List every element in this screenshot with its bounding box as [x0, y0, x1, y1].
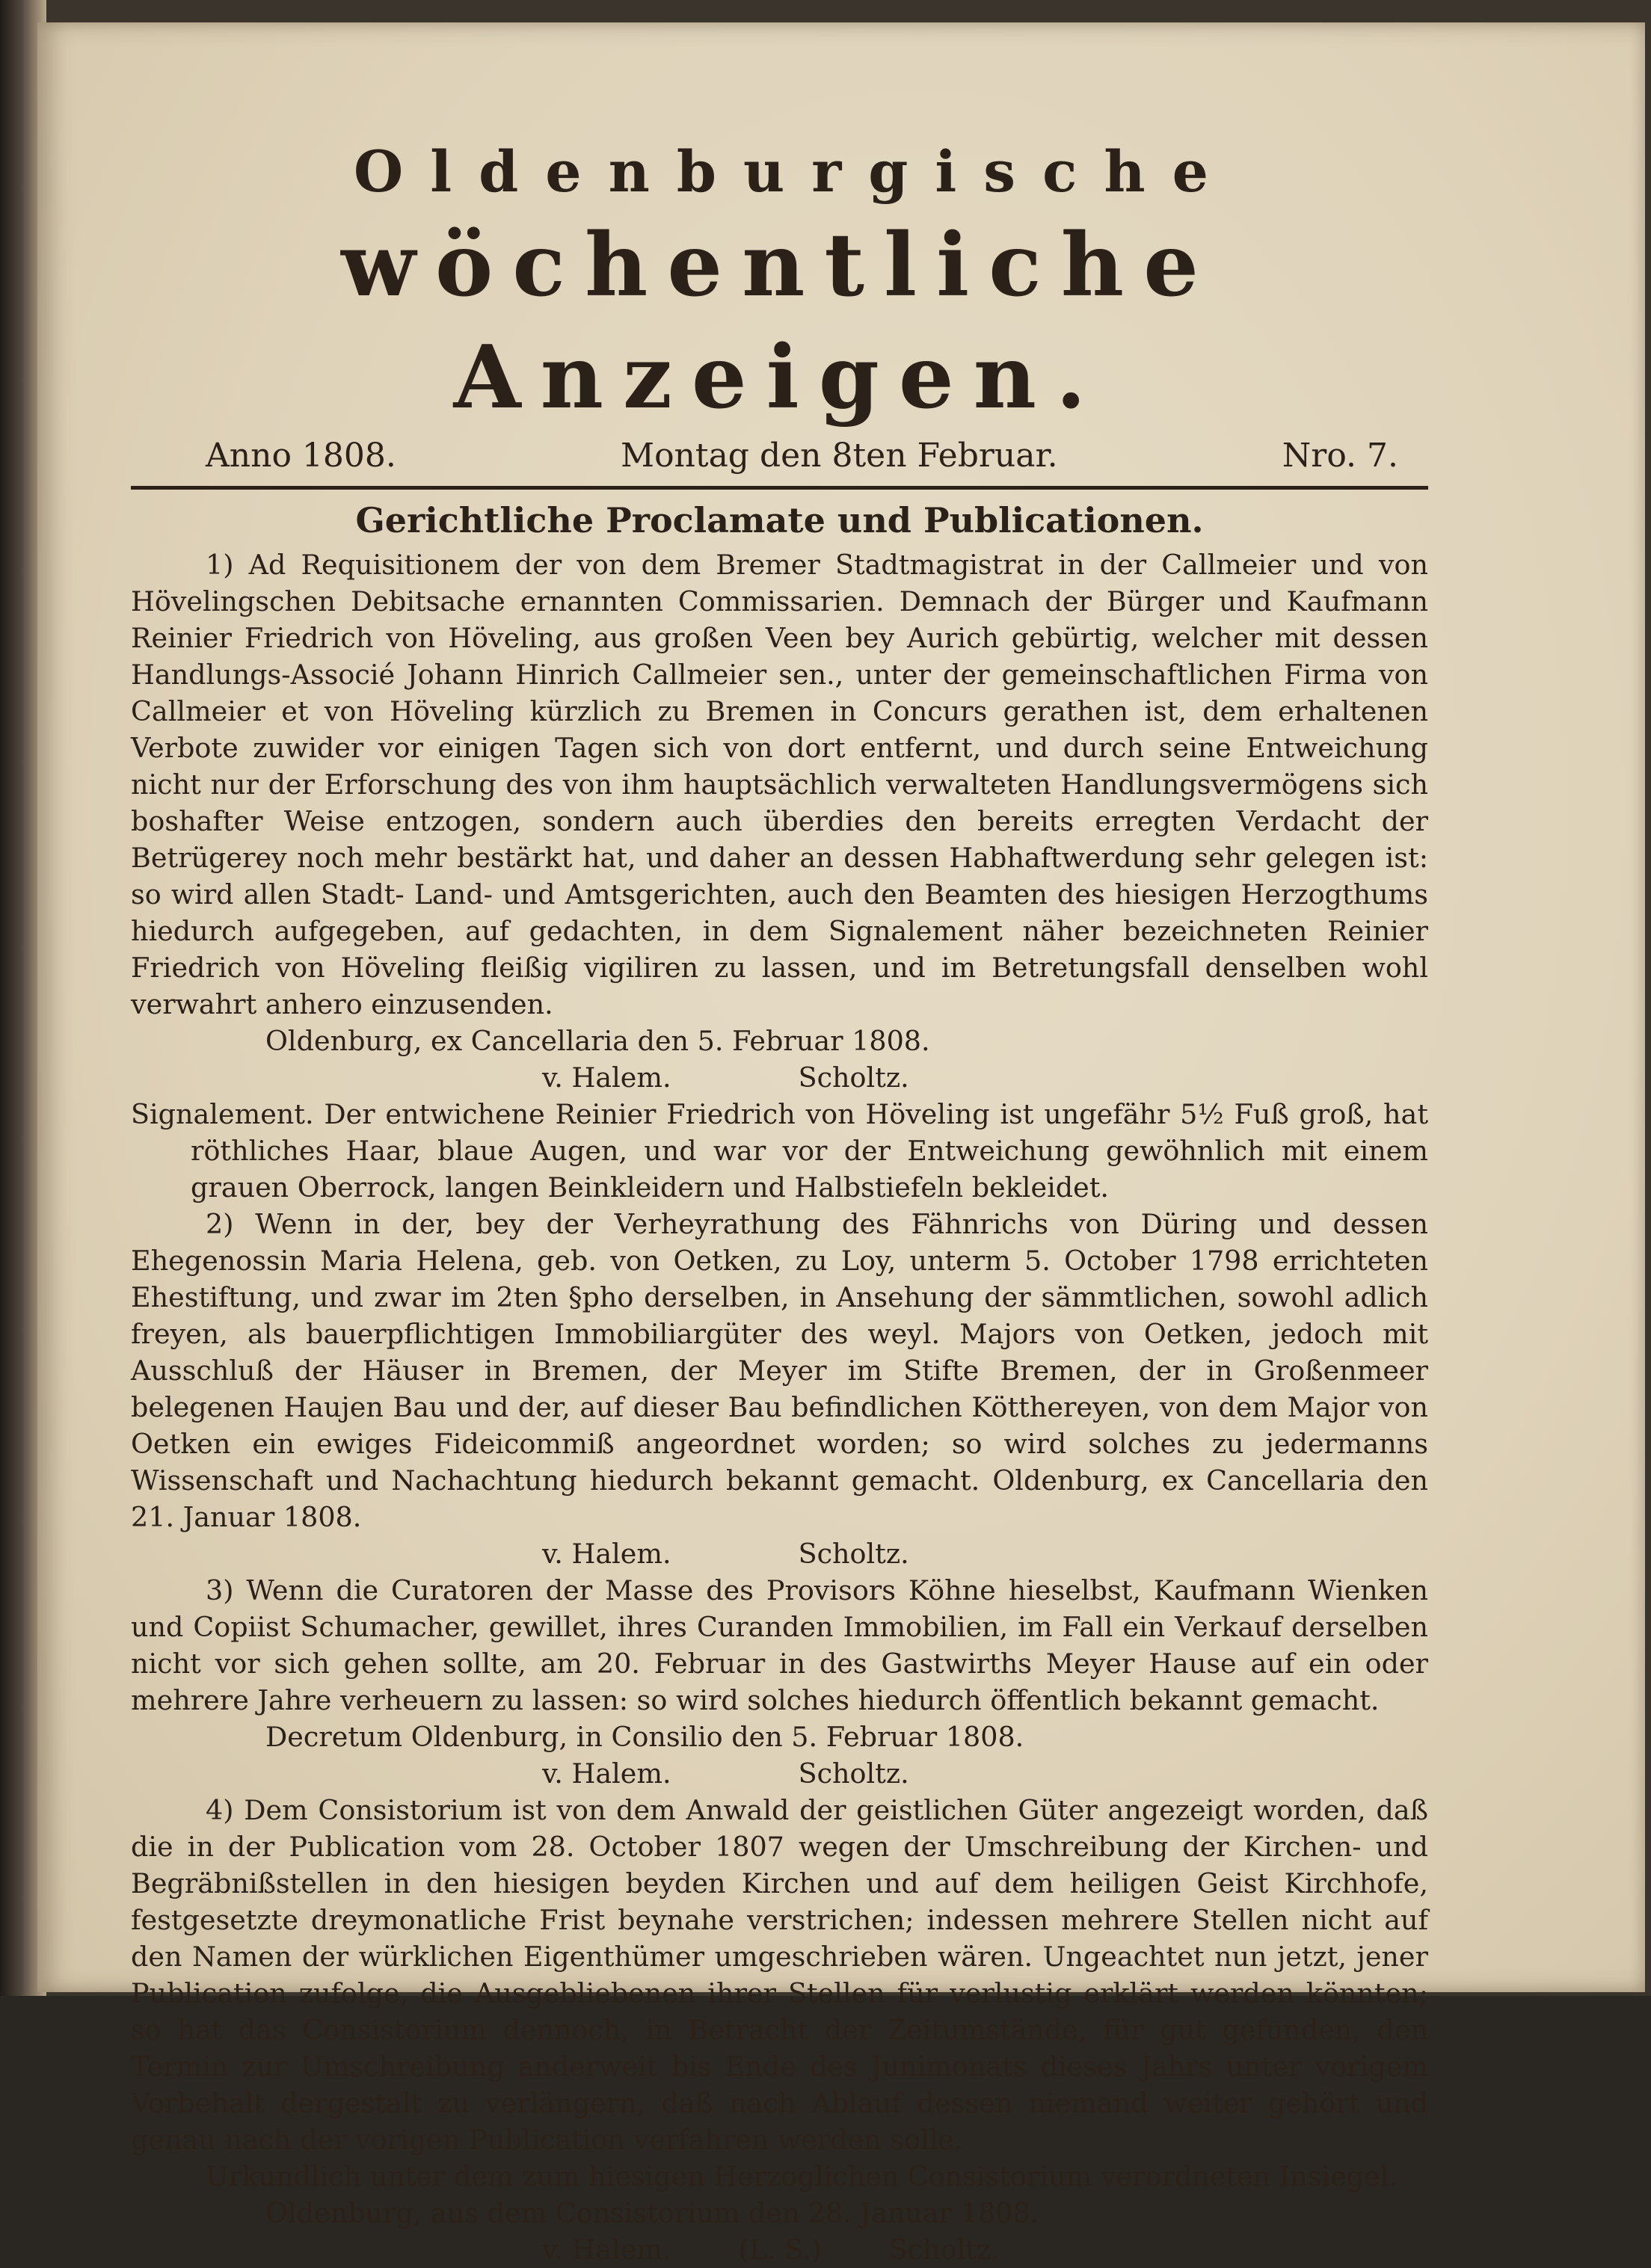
anno-year: Anno 1808. — [206, 437, 396, 475]
issue-number: Nro. 7. — [1282, 437, 1398, 475]
notice-4-place: Oldenburg, aus dem Consistorium den 28. Januar 1808. — [265, 2197, 1039, 2229]
notice-2-text: 2) Wenn in der, bey der Verheyrathung des Fähnrichs von Düring und dessen Ehegenossin Maria Helena, geb. von Oetken, zu Loy, unterm 5. October 1798 errichteten Ehestiftung, und zwar im 2ten §pho derselben, in Ansehung der sämmtlichen, sowohl adlich freyen, als bauerpflichtigen Immobiliargüter des weyl. Majors von Oetken, jedoch mit Ausschluß der Häuser in Bremen, der Meyer im Stifte Bremen, der in Großenmeer belegenen Haujen Bau und der, auf dieser Bau befindlichen Kötthereyen, von dem Major von Oetken ein ewiges Fideicommiß angeordnet worden; so wird solches zu jedermanns Wissenschaft und Nachachtung hiedurch bekannt gemacht. Oldenburg, ex Cancellaria den 21. Januar 1808. — [131, 1208, 1428, 1533]
notice-3-place: Decretum Oldenburg, in Consilio den 5. Februar 1808. — [265, 1721, 1024, 1753]
signature-halem: v. Halem. — [542, 1757, 671, 1790]
notice-3-signatures — [131, 1755, 1428, 1792]
masthead-line-1: Oldenburgische — [354, 138, 1235, 205]
signature-halem: v. Halem. — [542, 2234, 671, 2266]
seal-mark: (L. S.) — [738, 2234, 822, 2266]
notice-1-text: 1) Ad Requisitionem der von dem Bremer Stadtmagistrat in der Callmeier und von Hövelingschen Debitsache ernannten Commissarien. Demnach der Bürger und Kaufmann Reinier Friedrich von Höveling, aus großen Veen bey Aurich gebürtig, welcher mit dessen Handlungs-Associé Johann Hinrich Callmeier sen., unter der gemeinschaftlichen Firma von Callmeier et von Höveling kürzlich zu Bremen in Concurs gerathen ist, dem erhaltenen Verbote zuwider vor einigen Tagen sich von dort entfernt, und durch seine Entweichung nicht nur der Erforschung des von ihm hauptsächlich verwalteten Handlungsvermögens sich boshafter Weise entzogen, sondern auch überdies den bereits erregten Verdacht der Betrügerey noch mehr bestärkt hat, und daher an dessen Habhaftwerdung sehr gelegen ist: so wird allen Stadt- Land- und Amtsgerichten, auch den Beamten des hiesigen Herzogthums hiedurch aufgegeben, auf gedachten, in dem Signalement näher bezeichneten Reinier Friedrich von Höveling fleißig vigiliren zu lassen, und im Betretungsfall denselben wohl verwahrt anhero einzusenden. — [131, 549, 1428, 1020]
notice-1-signatures — [131, 1059, 1428, 1096]
signature-halem: v. Halem. — [542, 1538, 671, 1570]
newspaper-page — [37, 22, 1645, 2266]
signature-halem: v. Halem. — [542, 1061, 671, 1094]
dateline — [131, 434, 1428, 478]
masthead-rule — [131, 486, 1428, 490]
signature-scholtz: Scholtz. — [798, 1757, 909, 1790]
masthead-line-2: wöchentliche Anzeigen. — [341, 215, 1218, 428]
signature-scholtz: Scholtz. — [798, 1061, 909, 1094]
notice-3-text: 3) Wenn die Curatoren der Masse des Provisors Köhne hieselbst, Kaufmann Wienken und Copiist Schumacher, gewillet, ihres Curanden Immobilien, im Fall ein Verkauf derselben nicht vor sich gehen sollte, am 20. Februar in des Gastwirths Meyer Hause auf ein oder mehrere Jahre verheuern zu lassen: so wird solches hiedurch öffentlich bekannt gemacht. — [131, 1574, 1428, 1716]
section-title: Gerichtliche Proclamate und Publicationen. — [355, 500, 1204, 540]
notice-4-text: 4) Dem Consistorium ist von dem Anwald der geistlichen Güter angezeigt worden, daß die in der Publication vom 28. October 1807 wegen der Umschreibung der Kirchen- und Begräbnißstellen in den hiesigen beyden Kirchen und auf dem heiligen Geist Kirchhofe, festgesetzte dreymonatliche Frist beynahe verstrichen; indessen mehrere Stellen nicht auf den Namen der würklichen Eigenthümer umgeschrieben wären. Ungeachtet nun jetzt, jener Publication zufolge, die Ausgebliebenen ihrer Stellen für verlustig erklärt werden könnten; so hat das Consistorium dennoch, in Betracht der Zeitumstände, für gut gefunden, den Termin zur Umschreibung anderweit bis Ende des Junimonats dieses Jahrs unter vorigem Vorbehalt dergestalt zu verlängern, daß nach Ablauf dessen niemand weiter gehört und genau nach der vorigen Publication verfahren werden solle. — [131, 1794, 1428, 2156]
notice-1-place: Oldenburg, ex Cancellaria den 5. Februar 1808. — [265, 1025, 930, 1057]
signature-scholtz: Scholtz. — [798, 1538, 909, 1570]
issue-date: Montag den 8ten Februar. — [621, 437, 1058, 475]
signalement-text: Signalement. Der entwichene Reinier Friedrich von Höveling ist ungefähr 5½ Fuß groß, hat röthliches Haar, blaue Augen, und war vor der Entweichung gewöhnlich mit einem grauen Oberrock, langen Beinkleidern und Halbstiefeln bekleidet. — [131, 1098, 1428, 1204]
signature-scholtz: Scholtz. — [888, 2234, 1000, 2266]
notice-4-closing: Urkundlich unter dem zum hiesigen Herzoglichen Consistorium verordneten Insiegel. — [206, 2160, 1398, 2192]
text-column — [131, 135, 1428, 2268]
notice-2-signatures — [131, 1535, 1428, 1572]
notice-4-signatures — [131, 2231, 1428, 2268]
